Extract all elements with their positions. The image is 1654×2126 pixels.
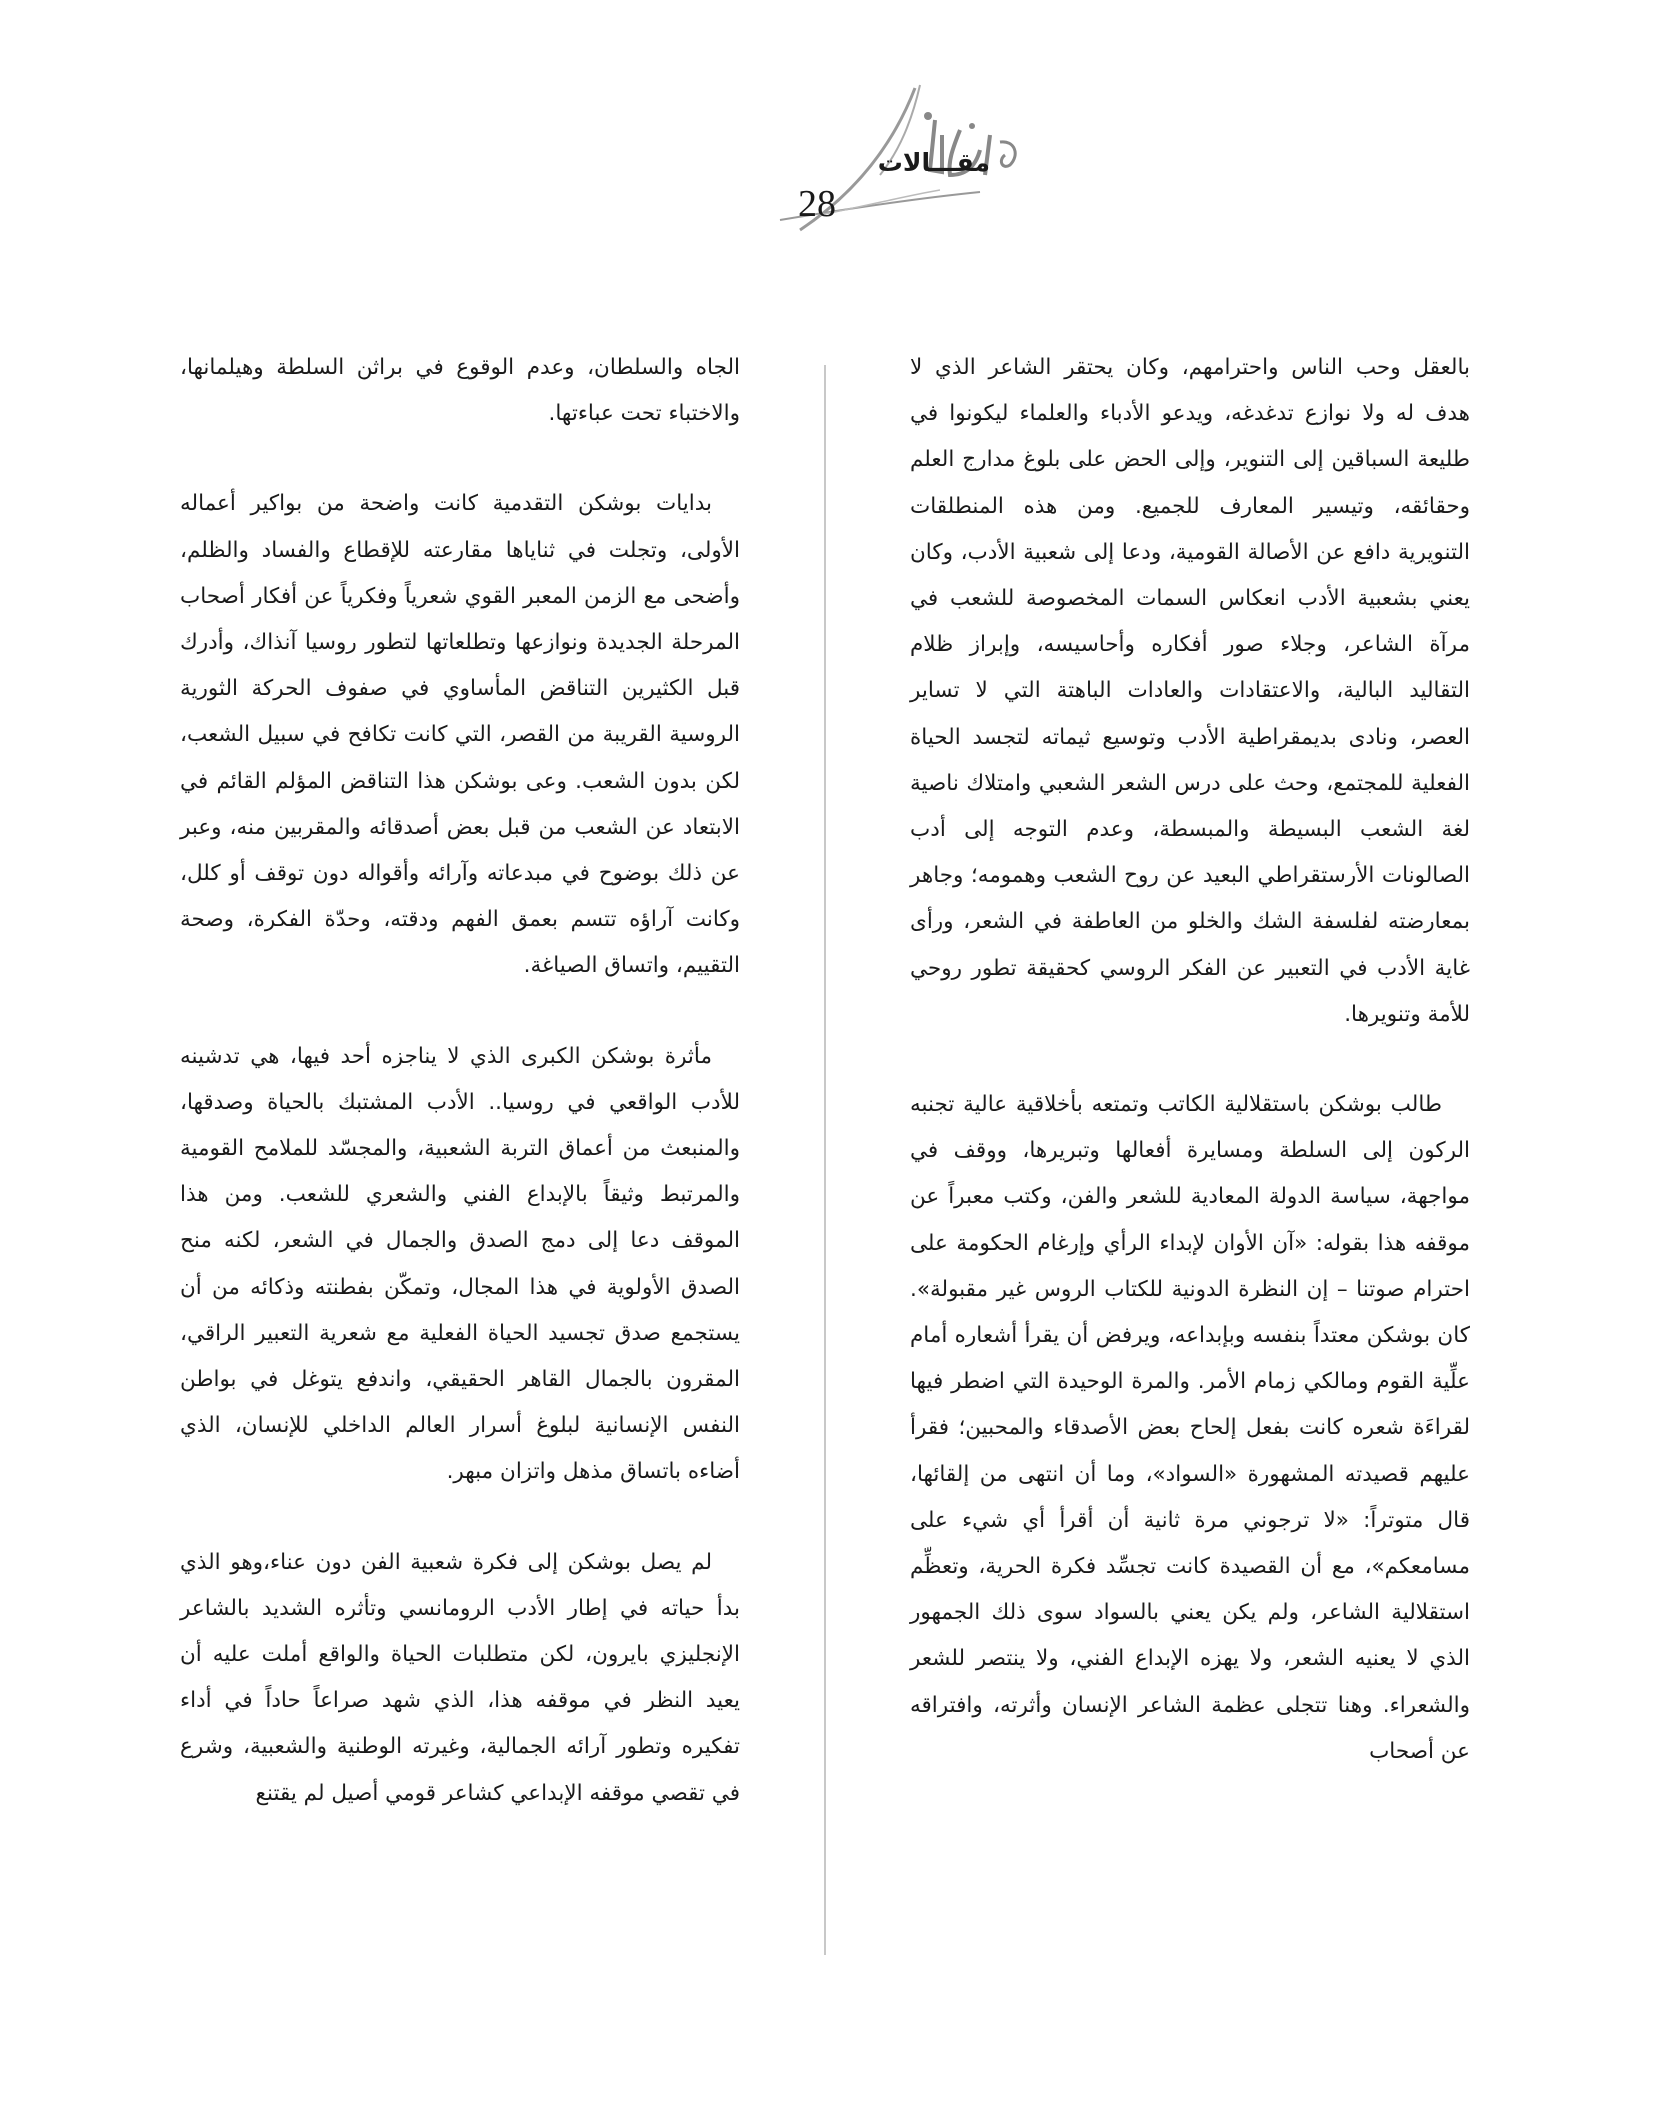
article-body <box>180 345 1470 1985</box>
paragraph: طالب بوشكن باستقلالية الكاتب وتمتعه بأخلاقية عالية تجنبه الركون إلى السلطة ومسايرة أفعالها وتبريرها، ووقف في مواجهة، سياسة الدولة المعادية للشعر والفن، وكتب معبراً عن موقفه هذا بقوله: «آن الأوان لإبداء الرأي وإرغام الحكومة على احترام صوتنا – إن النظرة الدونية للكتاب الروس غير مقبولة». كان بوشكن معتداً بنفسه وبإبداعه، ويرفض أن يقرأ أشعاره أمام علِّية القوم ومالكي زمام الأمر. والمرة الوحيدة التي اضطر فيها لقراءَة شعره كانت بفعل إلحاح بعض الأصدقاء والمحبين؛ فقرأ عليهم قصيدته المشهورة «السواد»، وما أن انتهى من إلقائها، قال متوتراً: «لا ترجوني مرة ثانية أن أقرأ أي شيء على مسامعكم»، مع أن القصيدة كانت تجسِّد فكرة الحرية، وتعظِّم استقلالية الشاعر، ولم يكن يعني بالسواد سوى ذلك الجمهور الذي لا يعنيه الشعر، ولا يهزه الإبداع الفني، ولا ينتصر للشعر والشعراء. وهنا تتجلى عظمة الشاعر الإنسان وأثرته، وافتراقه عن أصحاب <box>910 1092 1470 1764</box>
page-number: 28 <box>798 183 836 225</box>
paragraph: بالعقل وحب الناس واحترامهم، وكان يحتقر الشاعر الذي لا هدف له ولا نوازع تدغدغه، ويدعو الأدباء والعلماء ليكونوا في طليعة السباقين إلى التنوير، وإلى الحض على بلوغ مدارج العلم وحقائقه، وتيسير المعارف للجميع. ومن هذه المنطلقات التنويرية دافع عن الأصالة القومية، ودعا إلى شعبية الأدب، وكان يعني بشعبية الأدب انعكاس السمات المخصوصة للشعب في مرآة الشاعر، وجلاء صور أفكاره وأحاسيسه، وإبراز ظلام التقاليد البالية، والاعتقادات والعادات الباهتة التي لا تساير العصر، ونادى بديمقراطية الأدب وتوسيع ثيماته لتجسد الحياة الفعلية للمجتمع، وحث على درس الشعر الشعبي وامتلاك ناصية لغة الشعب البسيطة والمبسطة، وعدم التوجه إلى أدب الصالونات الأرستقراطي البعيد عن روح الشعب وهمومه؛ وجاهر بمعارضته لفلسفة الشك والخلو من العاطفة في الشعر، ورأى غاية الأدب في التعبير عن الفكر الروسي كحقيقة تطور روحي للأمة وتنويرها. <box>910 355 1470 1027</box>
paragraph: لم يصل بوشكن إلى فكرة شعبية الفن دون عناء،وهو الذي بدأ حياته في إطار الأدب الرومانسي وتأثره الشديد بالشاعر الإنجليزي بايرون، لكن متطلبات الحياة والواقع أملت عليه أن يعيد النظر في موقفه هذا، الذي شهد صراعاً حاداً في أداء تفكيره وتطور آرائه الجمالية، وغيرته الوطنية والشعبية، وشرع في تقصي موقفه الإبداعي كشاعر قومي أصيل لم يقتنع <box>180 1549 740 1806</box>
column-divider <box>824 365 826 1955</box>
right-column <box>910 345 1470 1819</box>
paragraph: مأثرة بوشكن الكبرى الذي لا يناجزه أحد فيها، هي تدشينه للأدب الواقعي في روسيا.. الأدب المشتبك بالحياة وصدقها، والمنبعث من أعماق التربة الشعبية، والمجسّد للملامح القومية والمرتبط وثيقاً بالإبداع الفني والشعري للشعب. ومن هذا الموقف دعا إلى دمج الصدق والجمال في الشعر، لكنه منح الصدق الأولوية في هذا المجال، وتمكّن بفطنته وذكائه من أن يستجمع صدق تجسيد الحياة الفعلية مع شعرية التعبير الراقي، المقرون بالجمال القاهر الحقيقي، واندفع يتوغل في بواطن النفس الإنسانية لبلوغ أسرار العالم الداخلي للإنسان، الذي أضاءه باتساق مذهل واتزان مبهر. <box>180 1043 740 1485</box>
left-column <box>180 345 740 1861</box>
paragraph: الجاه والسلطان، وعدم الوقوع في براثن السلطة وهيلمانها، والاختباء تحت عباءتها. <box>180 355 740 427</box>
section-label: مقـــالات <box>877 148 990 177</box>
paragraph: بدايات بوشكن التقدمية كانت واضحة من بواكير أعماله الأولى، وتجلت في ثناياها مقارعته للإقطاع والفساد والظلم، وأضحى مع الزمن المعبر القوي شعرياً وفكرياً عن أفكار أصحاب المرحلة الجديدة ونوازعها وتطلعاتها لتطور روسيا آنذاك، وأدرك قبل الكثيرين التناقض المأساوي في صفوف الحركة الثورية الروسية القريبة من القصر، التي كانت تكافح في سبيل الشعب، لكن بدون الشعب. وعى بوشكن هذا التناقض المؤلم القائم في الابتعاد عن الشعب من قبل بعض أصدقائه والمقربين منه، وعبر عن ذلك بوضوح في مبدعاته وآرائه وأقواله دون توقف أو كلل، وكانت آراؤه تتسم بعمق الفهم ودقته، وحدّة الفكرة، وصحة التقييم، واتساق الصياغة. <box>180 491 740 979</box>
page-header <box>680 80 1040 240</box>
